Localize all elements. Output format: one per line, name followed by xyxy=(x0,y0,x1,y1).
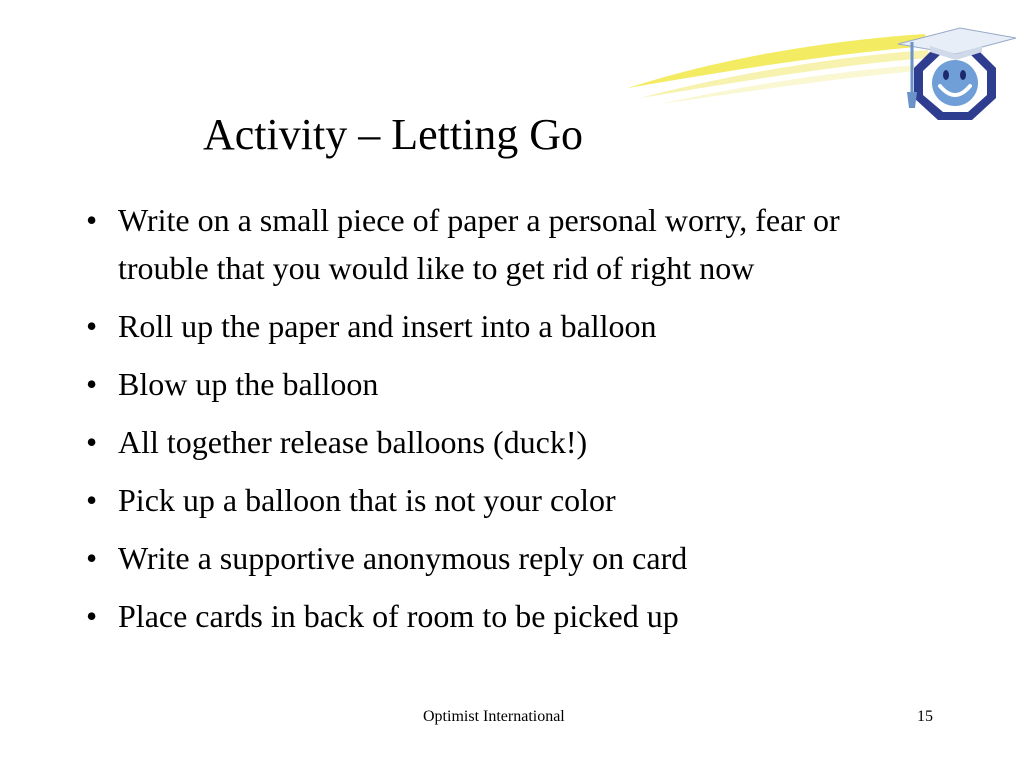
bullet-item xyxy=(84,418,844,466)
bullet-dot: • xyxy=(86,366,98,402)
bullet-dot: • xyxy=(86,482,98,518)
bullet-text: Pick up a balloon that is not your color xyxy=(118,482,616,518)
page-number: 15 xyxy=(917,708,933,725)
bullet-text: Place cards in back of room to be picked up xyxy=(118,598,679,634)
bullet-dot: • xyxy=(86,598,98,634)
bullet-item xyxy=(84,360,844,408)
bullet-item xyxy=(84,592,844,640)
bullet-dot: • xyxy=(86,424,98,460)
bullet-text: Roll up the paper and insert into a balloon xyxy=(118,308,657,344)
bullet-item xyxy=(84,302,844,350)
bullet-dot: • xyxy=(86,202,98,238)
bullet-text: All together release balloons (duck!) xyxy=(118,424,588,460)
bullet-text: Write a supportive anonymous reply on card xyxy=(118,540,688,576)
bullet-item xyxy=(84,476,844,524)
footer-organization: Optimist International xyxy=(423,708,565,725)
bullet-list xyxy=(84,196,844,650)
optimist-smiley-graduate-logo-icon xyxy=(890,22,1020,122)
bullet-item xyxy=(84,534,844,582)
bullet-text: Blow up the balloon xyxy=(118,366,379,402)
bullet-dot: • xyxy=(86,540,98,576)
bullet-dot: • xyxy=(86,308,98,344)
bullet-text: Write on a small piece of paper a personal worry, fear or trouble that you would like to get rid of right now xyxy=(118,202,840,286)
bullet-item xyxy=(84,196,844,292)
slide-title: Activity – Letting Go xyxy=(203,110,584,159)
